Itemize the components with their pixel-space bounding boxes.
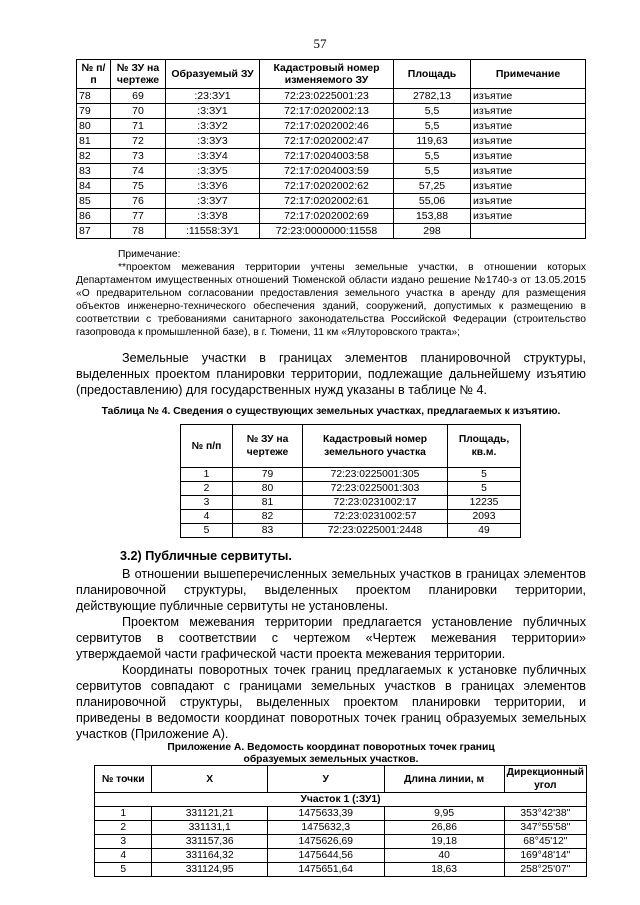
column-header: X — [152, 766, 268, 793]
table-cell: 74 — [111, 164, 166, 179]
table-row — [181, 482, 521, 496]
table-cell: 72:23:0225001:305 — [303, 468, 448, 482]
table-cell: 82 — [233, 510, 303, 524]
table-cell: 2 — [95, 821, 152, 835]
table-cell: 5,5 — [394, 104, 471, 119]
table-cell: 5 — [95, 863, 152, 877]
table-row — [181, 468, 521, 482]
table-cell: 72:23:0000000:11558 — [260, 224, 394, 239]
paragraph — [76, 350, 586, 398]
column-header: Дирекционный угол — [504, 766, 586, 793]
table-cell: 75 — [111, 179, 166, 194]
table-cell: изъятие — [471, 104, 586, 119]
table-cell — [471, 224, 586, 239]
table-cell: 72:23:0231002:57 — [303, 510, 448, 524]
table-row — [77, 179, 586, 194]
table-cell: 5,5 — [394, 149, 471, 164]
table-cell: :11558:ЗУ1 — [166, 224, 260, 239]
table-cell: 72 — [111, 134, 166, 149]
table-cell: 78 — [111, 224, 166, 239]
table-cell: 79 — [77, 104, 111, 119]
appendix-caption — [76, 742, 586, 766]
table-cell: 26,86 — [384, 821, 504, 835]
table-cell: 86 — [77, 209, 111, 224]
table-cell: :3:ЗУ7 — [166, 194, 260, 209]
land-plots-table — [76, 59, 586, 239]
table-cell: 18,63 — [384, 863, 504, 877]
table-cell: 72:23:0225001:2448 — [303, 524, 448, 538]
table-cell: 331164,32 — [152, 849, 268, 863]
coordinates-table — [94, 765, 587, 877]
table-cell: 1475626,69 — [267, 835, 384, 849]
table-row — [95, 863, 587, 877]
table-cell: 40 — [384, 849, 504, 863]
table-cell: :3:ЗУ1 — [166, 104, 260, 119]
table-cell: :3:ЗУ5 — [166, 164, 260, 179]
table-cell: 72:17:0202002:69 — [260, 209, 394, 224]
column-header: № п/п — [181, 425, 233, 468]
table-cell: 2782,13 — [394, 89, 471, 104]
table-cell: 73 — [111, 149, 166, 164]
table-cell: 331121,21 — [152, 807, 268, 821]
table-cell: 57,25 — [394, 179, 471, 194]
appendix-caption-line: образуемых земельных участков. — [243, 754, 419, 765]
column-header: Кадастровый номер изменяемого ЗУ — [260, 60, 394, 89]
table-cell: 84 — [77, 179, 111, 194]
column-header: Площадь, кв.м. — [448, 425, 521, 468]
table-cell: 4 — [181, 510, 233, 524]
header-row — [95, 766, 587, 793]
paragraph-text: В отношении вышеперечисленных земельных участков в границах элементов планировочной структуры, выделенных проектом планировки территории, действующие публичные сервитуты не установлены. — [76, 567, 586, 613]
table-row — [77, 209, 586, 224]
table-cell: 72:23:0225001:303 — [303, 482, 448, 496]
table-cell: 331124,95 — [152, 863, 268, 877]
column-header: № ЗУ на чертеже — [111, 60, 166, 89]
table-cell: 69 — [111, 89, 166, 104]
table-cell: 80 — [233, 482, 303, 496]
table-cell: 19,18 — [384, 835, 504, 849]
table-cell: 83 — [233, 524, 303, 538]
table-cell: 55,06 — [394, 194, 471, 209]
paragraph-text: Земельные участки в границах элементов планировочной структуры, выделенных проектом планировки территории, подлежащие дальнейшему изъятию (предоставлению) для государственных нужд указаны в таблице № 4. — [76, 351, 586, 397]
table-cell: изъятие — [471, 89, 586, 104]
table-cell: :3:ЗУ2 — [166, 119, 260, 134]
table-cell: 87 — [77, 224, 111, 239]
table-cell: 81 — [233, 496, 303, 510]
table-cell: изъятие — [471, 119, 586, 134]
header-row — [77, 60, 586, 89]
table-cell: 3 — [181, 496, 233, 510]
section-body — [76, 566, 586, 742]
note-label: Примечание: — [118, 249, 181, 260]
table-cell: 70 — [111, 104, 166, 119]
table4 — [180, 424, 521, 538]
table-row — [77, 224, 586, 239]
column-header: Площадь — [394, 60, 471, 89]
table-row — [95, 821, 587, 835]
table-cell: 76 — [111, 194, 166, 209]
table-row — [77, 164, 586, 179]
table-cell: 298 — [394, 224, 471, 239]
table-cell: 5 — [181, 524, 233, 538]
table-cell: 49 — [448, 524, 521, 538]
column-header: Длина линии, м — [384, 766, 504, 793]
table-cell: 1475651,64 — [267, 863, 384, 877]
table-cell: 72:17:0202002:47 — [260, 134, 394, 149]
group-label: Участок 1 (:ЗУ1) — [95, 793, 587, 807]
column-header: Примечание — [471, 60, 586, 89]
table-cell: 5,5 — [394, 119, 471, 134]
table-row — [77, 119, 586, 134]
table-cell: 153,88 — [394, 209, 471, 224]
table-row — [77, 149, 586, 164]
table-cell: 331157,36 — [152, 835, 268, 849]
table-cell: :23:ЗУ1 — [166, 89, 260, 104]
table-row — [77, 89, 586, 104]
table-row — [181, 524, 521, 538]
table-cell: 2 — [181, 482, 233, 496]
table-cell: 1 — [181, 468, 233, 482]
table-cell: 80 — [77, 119, 111, 134]
table-row — [77, 194, 586, 209]
column-header: У — [267, 766, 384, 793]
note-text: **проектом межевания территории учтены земельные участки, в отношении которых Департаментом имущественных отношений Тюменской области издано решение №1740-з от 13.05.2015 «О предварительном согласовании предоставления земельного участка в аренду для размещения объектов инженерно-технического обеспечения зданий, сооружений, допустимых к размещению в соответствии с требованиями санитарного законодательства Российской Федерации (строительство газопровода к промышленной базе), в г. Тюмени, 11 км «Ялуторовского тракта»; — [76, 262, 586, 338]
table-cell: изъятие — [471, 179, 586, 194]
table-cell: 1475633,39 — [267, 807, 384, 821]
table-cell: 72:17:0202002:61 — [260, 194, 394, 209]
table-cell: изъятие — [471, 194, 586, 209]
table-cell: 119,63 — [394, 134, 471, 149]
table-cell: 1475632,3 — [267, 821, 384, 835]
table-row — [181, 496, 521, 510]
table-cell: 1 — [95, 807, 152, 821]
table-cell: 77 — [111, 209, 166, 224]
table-cell: 3 — [95, 835, 152, 849]
page-number: 57 — [313, 36, 327, 51]
table-cell: 1475644,56 — [267, 849, 384, 863]
table-cell: 72:17:0202002:13 — [260, 104, 394, 119]
table-cell: 72:17:0202002:46 — [260, 119, 394, 134]
table-cell: 5 — [448, 468, 521, 482]
section-heading: 3.2) Публичные сервитуты. — [120, 549, 292, 563]
table-cell: 72:17:0202002:62 — [260, 179, 394, 194]
table-cell: 82 — [77, 149, 111, 164]
table-cell: 81 — [77, 134, 111, 149]
table4-caption: Таблица № 4. Сведения о существующих земельных участках, предлагаемых к изъятию. — [101, 406, 561, 417]
table-cell: 72:17:0204003:59 — [260, 164, 394, 179]
table-cell: 71 — [111, 119, 166, 134]
column-header: Образуемый ЗУ — [166, 60, 260, 89]
table-cell: 72:17:0204003:58 — [260, 149, 394, 164]
table-row — [95, 835, 587, 849]
table-cell: 258°25'07" — [504, 863, 586, 877]
column-header: № точки — [95, 766, 152, 793]
column-header: № п/п — [77, 60, 111, 89]
table-row — [77, 104, 586, 119]
note — [76, 248, 586, 339]
paragraph-text: Проектом межевания территории предлагается установление публичных сервитутов в соответствии с чертежом «Чертеж межевания территории» утверждаемой части графической части проекта межевания территории. — [76, 615, 586, 661]
table-cell: 5,5 — [394, 164, 471, 179]
table-cell: :3:ЗУ4 — [166, 149, 260, 164]
table-cell: 2093 — [448, 510, 521, 524]
column-header: Кадастровый номер земельного участка — [303, 425, 448, 468]
column-header: № ЗУ на чертеже — [233, 425, 303, 468]
table-cell: изъятие — [471, 209, 586, 224]
table-cell: 347°55'58" — [504, 821, 586, 835]
group-row — [95, 793, 587, 807]
table-cell: :3:ЗУ3 — [166, 134, 260, 149]
table-cell: изъятие — [471, 134, 586, 149]
table-cell: 85 — [77, 194, 111, 209]
table-cell: 331131,1 — [152, 821, 268, 835]
paragraph-text: Координаты поворотных точек границ предлагаемых к установке публичных сервитутов совпадают с границами земельных участков в границах элементов планировочной структуры, выделенных проектом планировки территории, и приведены в ведомости координат поворотных точек границ образуемых земельных участков (Приложение А). — [76, 663, 586, 741]
table-cell: 79 — [233, 468, 303, 482]
table-cell: 9,95 — [384, 807, 504, 821]
table-row — [77, 134, 586, 149]
table-cell: 4 — [95, 849, 152, 863]
table-row — [95, 849, 587, 863]
table-row — [95, 807, 587, 821]
header-row — [181, 425, 521, 468]
table-cell: :3:ЗУ8 — [166, 209, 260, 224]
table-cell: 5 — [448, 482, 521, 496]
table-cell: 353°42'38" — [504, 807, 586, 821]
table-cell: 72:23:0231002:17 — [303, 496, 448, 510]
table-cell: изъятие — [471, 149, 586, 164]
table-cell: 68°45'12" — [504, 835, 586, 849]
table-row — [181, 510, 521, 524]
table-cell: 12235 — [448, 496, 521, 510]
table-cell: 169°48'14" — [504, 849, 586, 863]
table-cell: 72:23:0225001:23 — [260, 89, 394, 104]
table-cell: 78 — [77, 89, 111, 104]
table-cell: изъятие — [471, 164, 586, 179]
table-cell: 83 — [77, 164, 111, 179]
table-cell: :3:ЗУ6 — [166, 179, 260, 194]
appendix-caption-line: Приложение А. Ведомость координат поворотных точек границ — [167, 742, 495, 753]
